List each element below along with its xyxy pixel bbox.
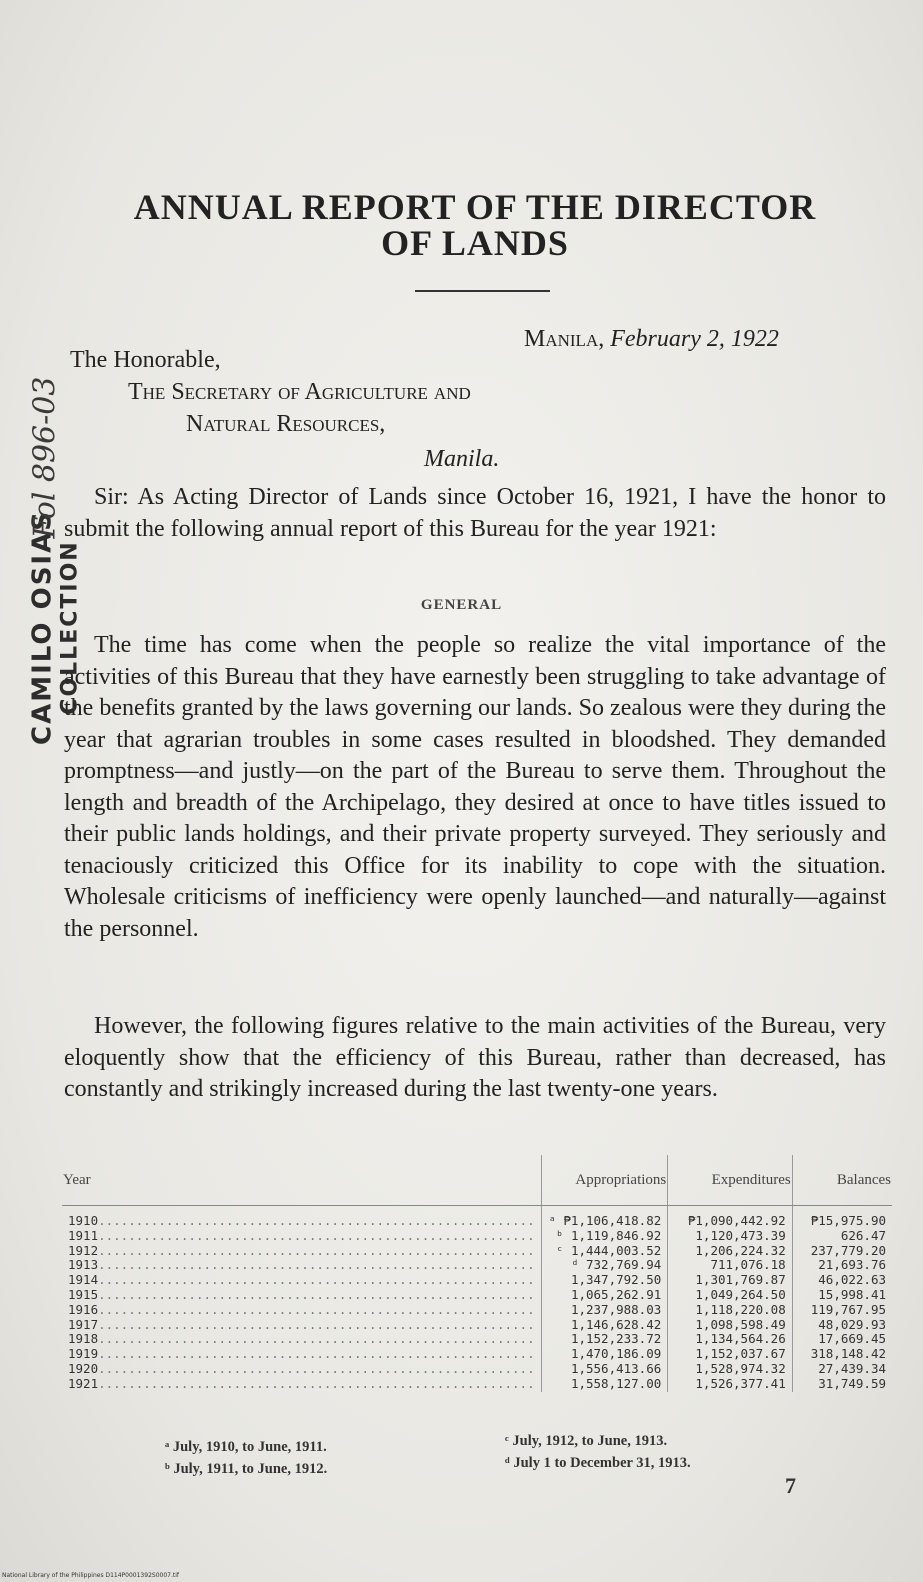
year-cell xyxy=(62,1318,541,1333)
appropriation-cell: 1,146,628.42 xyxy=(541,1318,668,1333)
footnote-a: ᵃ July, 1910, to June, 1911. xyxy=(165,1439,327,1455)
dot-leader: .......................................................... xyxy=(98,1286,535,1302)
balance-cell: 21,693.76 xyxy=(792,1258,892,1273)
year-value: 1915 xyxy=(68,1286,99,1302)
year-cell xyxy=(62,1288,541,1303)
dot-leader: .......................................................... xyxy=(98,1316,535,1332)
expenditure-cell: 1,206,224.32 xyxy=(668,1244,792,1259)
general-paragraph-1: The time has come when the people so realize the vital importance of the activities of this Bureau that they have earnestly been struggling to take advantage of the benefits granted by the laws governing our lands. So zealous were they during the year that agrarian troubles in some cases resulted in bloodshed. They demanded promptness—and justly—on the part of the Bureau to serve them. Throughout the length and breadth of the Archipelago, they desired at once to have titles issued to their public lands holdings, and their private property surveyed. They seriously and tenaciously criticized this Office for its inability to cope with the situation. Wholesale criticisms of inefficiency were openly launched—and naturally—against the personnel. xyxy=(64,632,886,942)
year-value: 1914 xyxy=(68,1272,99,1288)
year-value: 1921 xyxy=(68,1375,99,1391)
balance-cell: 626.47 xyxy=(792,1229,892,1244)
salutation-line4: Manila. xyxy=(424,446,500,472)
year-value: 1911 xyxy=(68,1227,99,1243)
year-value: 1919 xyxy=(68,1346,99,1362)
table-row xyxy=(62,1362,892,1377)
salutation-line2: The Secretary of Agriculture and xyxy=(128,379,471,405)
appropriation-cell: 1,347,792.50 xyxy=(541,1273,668,1288)
appropriation-cell: 1,237,988.03 xyxy=(541,1303,668,1318)
table-row xyxy=(62,1377,892,1392)
table-row xyxy=(62,1273,892,1288)
appropriation-cell: ᵃ ₱1,106,418.82 xyxy=(541,1206,668,1229)
balance-cell: 15,998.41 xyxy=(792,1288,892,1303)
year-value: 1920 xyxy=(68,1360,99,1376)
table-row xyxy=(62,1318,892,1333)
expenditure-cell: 1,118,220.08 xyxy=(668,1303,792,1318)
balance-cell: 237,779.20 xyxy=(792,1244,892,1259)
dot-leader: .......................................................... xyxy=(98,1242,535,1258)
expenditure-cell: 1,528,974.32 xyxy=(668,1362,792,1377)
table-row xyxy=(62,1303,892,1318)
handwritten-call-number: Fol 896-03 xyxy=(27,376,63,539)
year-cell xyxy=(62,1229,541,1244)
balance-cell: 48,029.93 xyxy=(792,1318,892,1333)
expenditure-cell: ₱1,090,442.92 xyxy=(668,1206,792,1229)
appropriation-cell: ᵇ 1,119,846.92 xyxy=(541,1229,668,1244)
expenditure-cell: 1,120,473.39 xyxy=(668,1229,792,1244)
table-row xyxy=(62,1244,892,1259)
balance-cell: 31,749.59 xyxy=(792,1377,892,1392)
balance-cell: 318,148.42 xyxy=(792,1347,892,1362)
dateline-place: Manila, xyxy=(524,326,605,352)
dot-leader: .......................................................... xyxy=(98,1375,535,1391)
year-value: 1910 xyxy=(68,1213,99,1228)
year-cell xyxy=(62,1273,541,1288)
salutation-line1: The Honorable, xyxy=(70,347,221,373)
balance-cell: 46,022.63 xyxy=(792,1273,892,1288)
balance-cell: 27,439.34 xyxy=(792,1362,892,1377)
appropriation-cell: ᵈ 732,769.94 xyxy=(541,1258,668,1273)
expenditure-cell: 1,049,264.50 xyxy=(668,1288,792,1303)
stamp-line2: COLLECTION xyxy=(57,540,83,715)
year-value: 1918 xyxy=(68,1331,99,1347)
year-cell xyxy=(62,1258,541,1273)
footnote-c: ᶜ July, 1912, to June, 1913. xyxy=(505,1433,668,1449)
appropriation-cell: 1,558,127.00 xyxy=(541,1377,668,1392)
appropriation-cell: 1,556,413.66 xyxy=(541,1362,668,1377)
expenditure-cell: 1,526,377.41 xyxy=(668,1377,792,1392)
footnote-d: ᵈ July 1 to December 31, 1913. xyxy=(505,1455,691,1471)
report-title-line2: OF LANDS xyxy=(381,223,569,263)
report-title-line1: ANNUAL REPORT OF THE DIRECTOR xyxy=(133,187,817,227)
expenditure-cell: 711,076.18 xyxy=(668,1258,792,1273)
appropriation-cell: 1,152,233.72 xyxy=(541,1332,668,1347)
balance-cell: ₱15,975.90 xyxy=(792,1206,892,1229)
scan-credit: National Library of the Philippines D114P0001392S0007.tif xyxy=(2,1572,180,1579)
dot-leader: .......................................................... xyxy=(98,1257,535,1273)
header-year: Year xyxy=(62,1155,541,1206)
dot-leader: .......................................................... xyxy=(98,1360,535,1376)
dot-leader: .......................................................... xyxy=(98,1301,535,1317)
general-paragraph-2: However, the following figures relative to the main activities of the Bureau, very eloquently show that the efficiency of this Bureau, rather than decreased, has constantly and strikingly increased during the last twenty-one years. xyxy=(64,1013,886,1102)
stamp-line1: CAMILO OSIAS xyxy=(27,510,58,745)
appropriation-cell: ᶜ 1,444,003.52 xyxy=(541,1244,668,1259)
year-cell xyxy=(62,1206,541,1229)
expenditure-cell: 1,152,037.67 xyxy=(668,1347,792,1362)
balance-cell: 17,669.45 xyxy=(792,1332,892,1347)
section-heading: GENERAL xyxy=(420,597,503,613)
dot-leader: .......................................................... xyxy=(98,1272,535,1288)
dateline-date: February 2, 1922 xyxy=(610,326,779,352)
table-row xyxy=(62,1332,892,1347)
table-row xyxy=(62,1258,892,1273)
header-expenditures: Expenditures xyxy=(668,1155,792,1206)
dot-leader: .......................................................... xyxy=(98,1213,535,1228)
title-rule xyxy=(415,290,550,292)
intro-paragraph: Sir: As Acting Director of Lands since October 16, 1921, I have the honor to submit the following annual report of this Bureau for the year 1921: xyxy=(64,484,886,542)
footnote-b: ᵇ July, 1911, to June, 1912. xyxy=(165,1461,328,1477)
balance-cell: 119,767.95 xyxy=(792,1303,892,1318)
header-balances: Balances xyxy=(792,1155,892,1206)
appropriation-cell: 1,065,262.91 xyxy=(541,1288,668,1303)
dot-leader: .......................................................... xyxy=(98,1331,535,1347)
dot-leader: .......................................................... xyxy=(98,1346,535,1362)
year-cell xyxy=(62,1332,541,1347)
year-cell xyxy=(62,1377,541,1392)
salutation-line3: Natural Resources, xyxy=(186,411,386,437)
table-row xyxy=(62,1229,892,1244)
year-value: 1916 xyxy=(68,1301,99,1317)
financial-table xyxy=(62,1155,892,1392)
year-value: 1913 xyxy=(68,1257,99,1273)
dateline xyxy=(524,326,779,353)
year-value: 1917 xyxy=(68,1316,99,1332)
table-header-row xyxy=(62,1155,892,1206)
header-appropriations: Appropriations xyxy=(541,1155,668,1206)
table-row xyxy=(62,1288,892,1303)
expenditure-cell: 1,098,598.49 xyxy=(668,1318,792,1333)
table-body xyxy=(62,1206,892,1392)
expenditure-cell: 1,134,564.26 xyxy=(668,1332,792,1347)
appropriation-cell: 1,470,186.09 xyxy=(541,1347,668,1362)
expenditure-cell: 1,301,769.87 xyxy=(668,1273,792,1288)
year-cell xyxy=(62,1362,541,1377)
year-cell xyxy=(62,1303,541,1318)
page-number: 7 xyxy=(785,1473,796,1498)
dot-leader: .......................................................... xyxy=(98,1227,535,1243)
table-row xyxy=(62,1206,892,1229)
year-cell xyxy=(62,1347,541,1362)
year-cell xyxy=(62,1244,541,1259)
year-value: 1912 xyxy=(68,1242,99,1258)
table-row xyxy=(62,1347,892,1362)
